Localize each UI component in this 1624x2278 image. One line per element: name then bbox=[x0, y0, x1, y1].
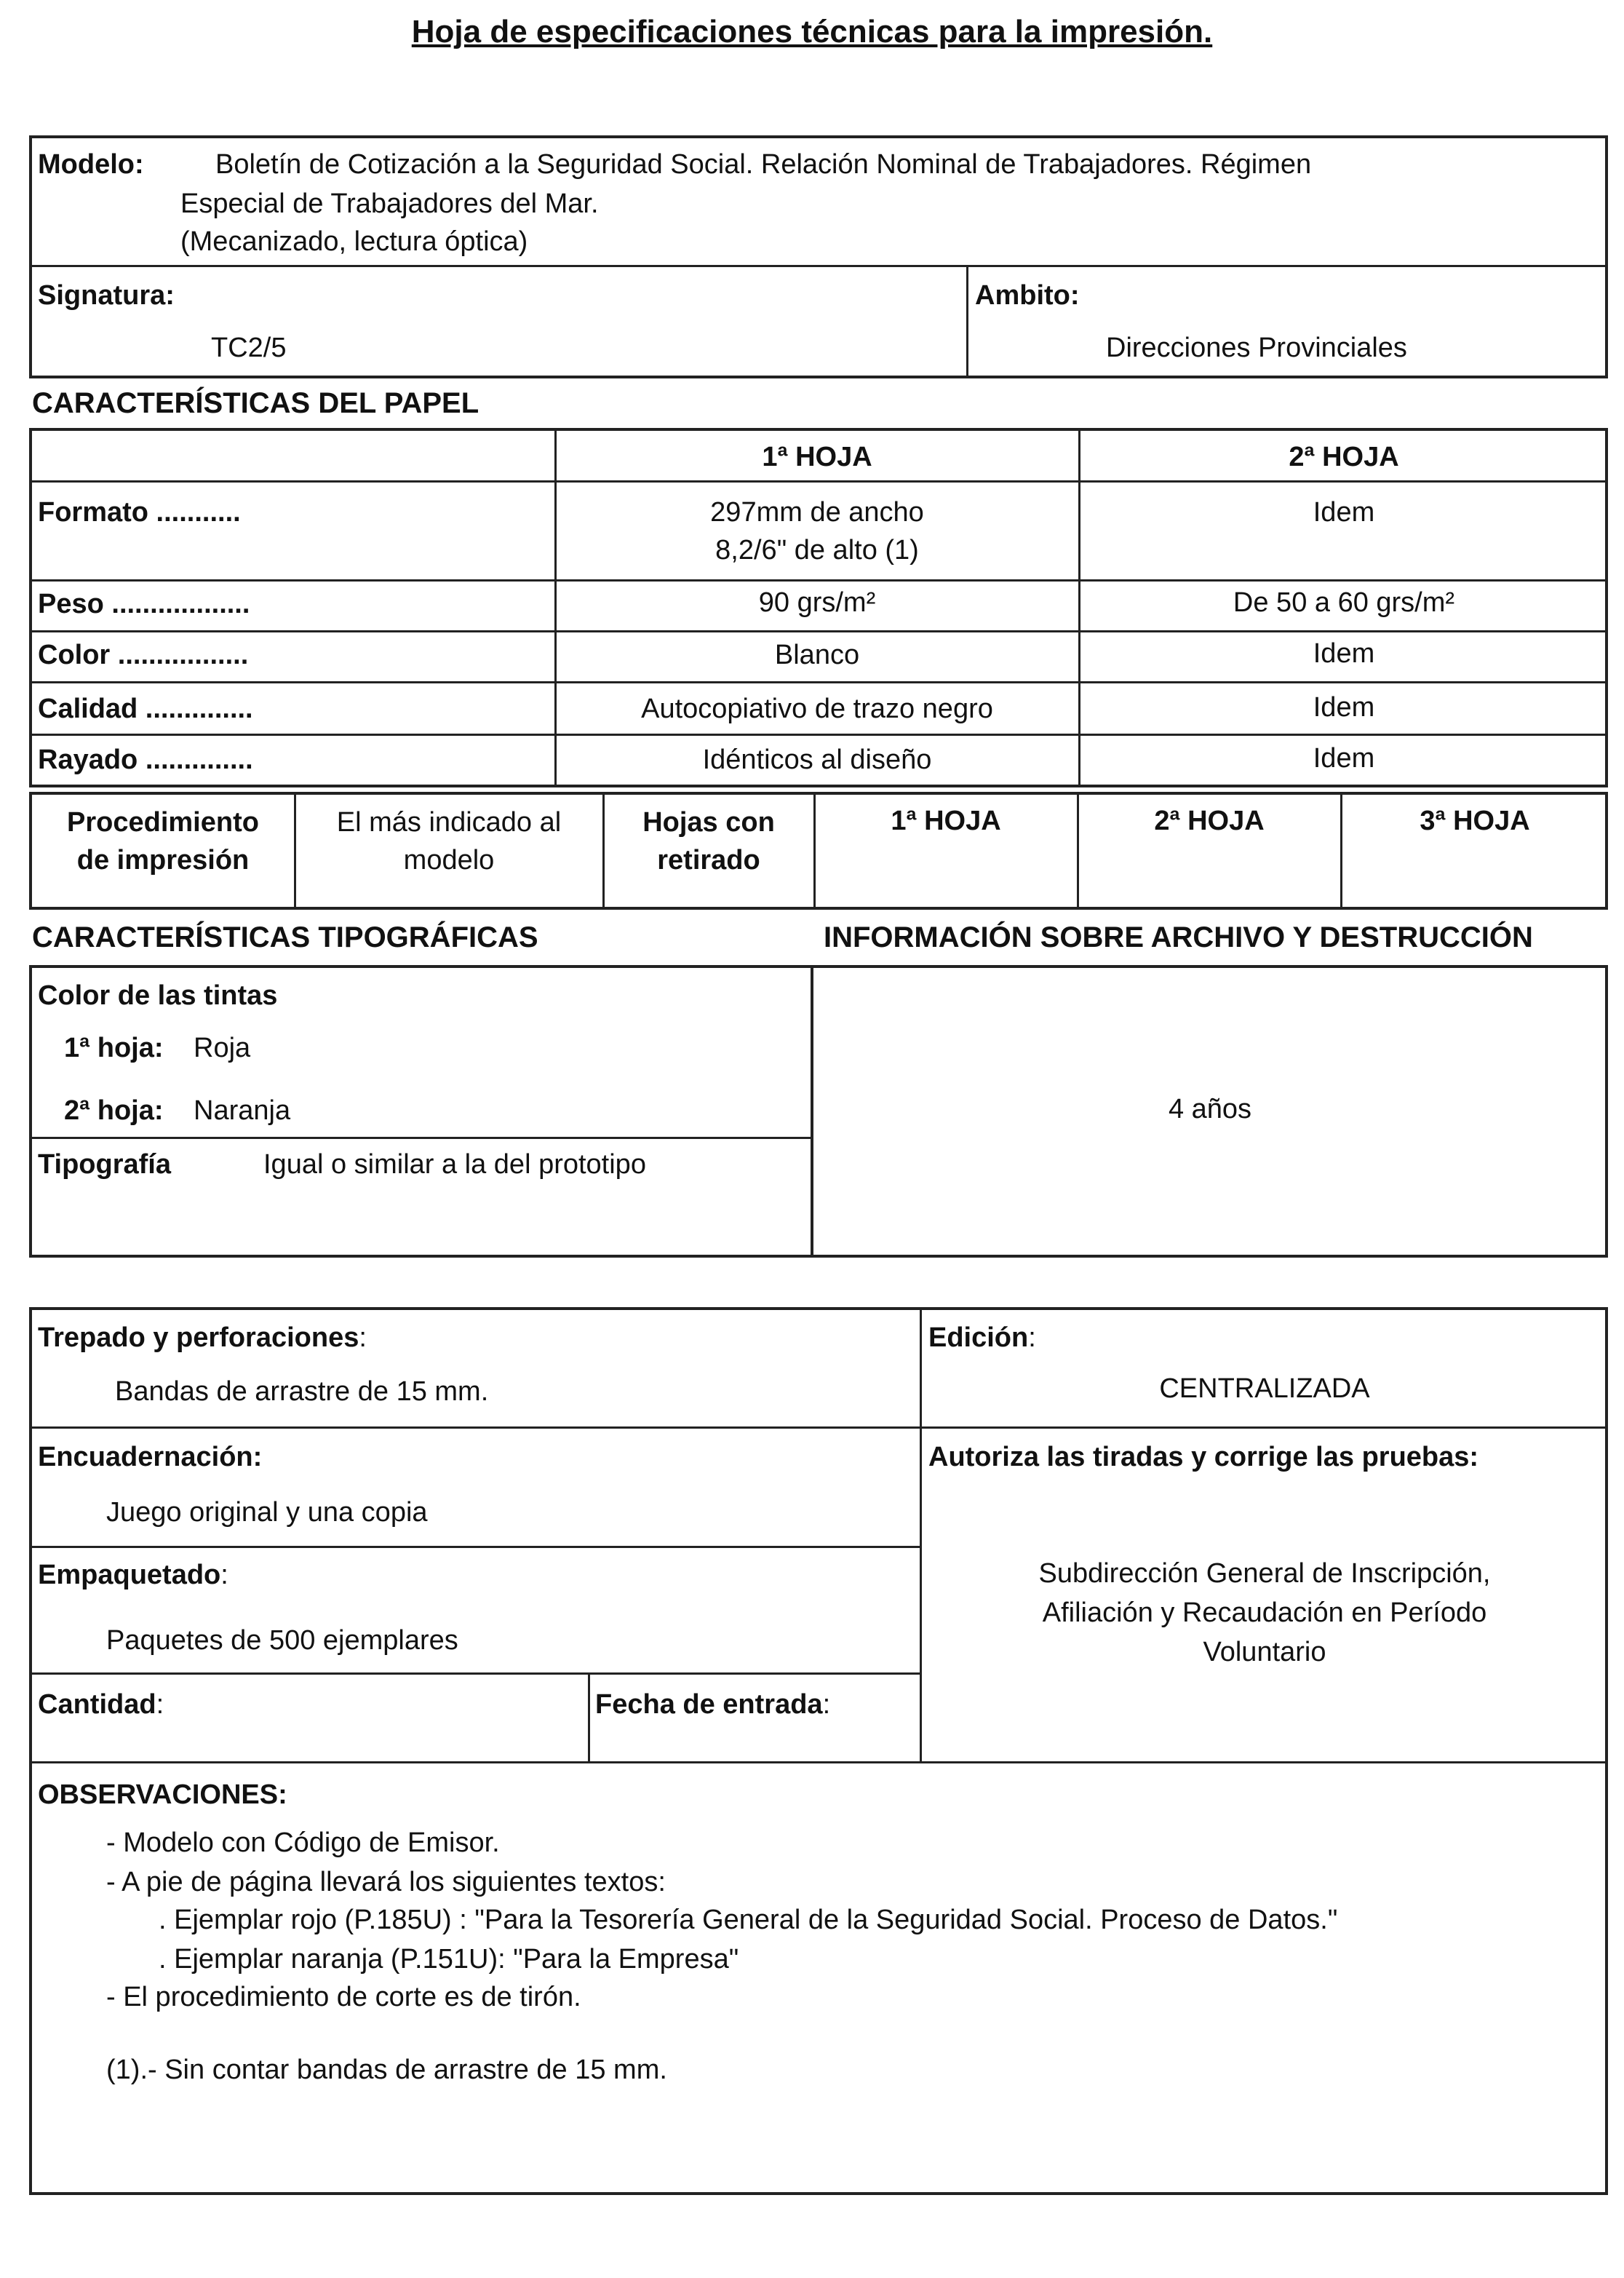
paper-row-value-2: Idem bbox=[1313, 743, 1375, 774]
procedure-value: El más indicado al bbox=[336, 807, 562, 838]
sheet-3-header: 3ª HOJA bbox=[1420, 806, 1530, 836]
typography-label: Tipografía bbox=[38, 1149, 171, 1180]
typo-section-title: CARACTERÍSTICAS TIPOGRÁFICAS bbox=[32, 921, 538, 953]
observation-line: - Modelo con Código de Emisor. bbox=[106, 1827, 500, 1858]
paper-row-value-2: Idem bbox=[1313, 638, 1375, 669]
cantidad-heading bbox=[38, 1688, 164, 1722]
ambito-value: Direcciones Provinciales bbox=[1106, 333, 1407, 363]
modelo-line-3: (Mecanizado, lectura óptica) bbox=[180, 226, 528, 257]
ink-row-label: 2ª hoja: bbox=[64, 1095, 164, 1126]
signatura-label: Signatura: bbox=[38, 280, 175, 311]
encuadernacion-label: Encuadernación: bbox=[38, 1442, 263, 1472]
archive-value: 4 años bbox=[1168, 1094, 1252, 1124]
autoriza-label: Autoriza las tiradas y corrige las pruebas: bbox=[928, 1442, 1479, 1472]
paper-col-2-header: 2ª HOJA bbox=[1289, 442, 1399, 472]
empaquetado-label: Empaquetado bbox=[38, 1560, 221, 1590]
procedure-label-2: de impresión bbox=[76, 845, 250, 876]
ink-row-value: Roja bbox=[194, 1033, 251, 1063]
observation-line: . Ejemplar rojo (P.185U) : "Para la Tesorería General de la Seguridad Social. Proceso de Datos." bbox=[159, 1905, 1338, 1935]
paper-row-value-1b: 8,2/6" de alto (1) bbox=[715, 535, 919, 565]
footnote: (1).- Sin contar bandas de arrastre de 15 mm. bbox=[106, 2055, 667, 2085]
cantidad-colon: : bbox=[156, 1689, 164, 1720]
paper-row-value-1: Idénticos al diseño bbox=[702, 745, 932, 775]
empaquetado-heading bbox=[38, 1559, 228, 1592]
observation-line: . Ejemplar naranja (P.151U): "Para la Empresa" bbox=[159, 1944, 739, 1975]
paper-row-label: Formato ........... bbox=[38, 497, 241, 528]
paper-row-value-2: De 50 a 60 grs/m² bbox=[1233, 587, 1455, 618]
hojas-retirado-label: Hojas con bbox=[642, 807, 775, 838]
paper-row-value-2: Idem bbox=[1313, 497, 1375, 528]
modelo-line-1: Boletín de Cotización a la Seguridad Social. Relación Nominal de Trabajadores. Régimen bbox=[215, 149, 1312, 180]
paper-row-label: Color ................. bbox=[38, 640, 249, 670]
edicion-colon: : bbox=[1028, 1322, 1036, 1353]
autoriza-line-1: Subdirección General de Inscripción, bbox=[1038, 1558, 1491, 1589]
trepado-heading bbox=[38, 1322, 367, 1355]
paper-row-label: Peso .................. bbox=[38, 589, 250, 619]
trepado-label: Trepado y perforaciones bbox=[38, 1322, 359, 1353]
edicion-value: CENTRALIZADA bbox=[1159, 1373, 1370, 1404]
trepado-value: Bandas de arrastre de 15 mm. bbox=[115, 1376, 489, 1407]
ink-color-label: Color de las tintas bbox=[38, 980, 278, 1011]
autoriza-line-2: Afiliación y Recaudación en Período bbox=[1042, 1598, 1487, 1628]
hojas-retirado-label-2: retirado bbox=[657, 845, 760, 876]
archive-section-title: INFORMACIÓN SOBRE ARCHIVO Y DESTRUCCIÓN bbox=[824, 921, 1533, 953]
fecha-colon: : bbox=[822, 1689, 831, 1720]
paper-row-value-1: Blanco bbox=[774, 640, 860, 670]
encuadernacion-value: Juego original y una copia bbox=[106, 1497, 428, 1528]
edicion-heading bbox=[928, 1322, 1036, 1355]
observation-line: - El procedimiento de corte es de tirón. bbox=[106, 1982, 581, 2012]
fecha-heading bbox=[595, 1688, 830, 1722]
observation-line: - A pie de página llevará los siguientes textos: bbox=[106, 1867, 666, 1897]
ink-row-value: Naranja bbox=[194, 1095, 291, 1126]
paper-row-label: Calidad .............. bbox=[38, 694, 253, 724]
ink-row-label: 1ª hoja: bbox=[64, 1033, 164, 1063]
ambito-label: Ambito: bbox=[975, 280, 1080, 311]
modelo-line-2: Especial de Trabajadores del Mar. bbox=[180, 188, 599, 219]
empaquetado-colon: : bbox=[220, 1560, 228, 1590]
observaciones-label: OBSERVACIONES: bbox=[38, 1779, 287, 1810]
paper-col-1-header: 1ª HOJA bbox=[762, 442, 872, 472]
procedure-value-2: modelo bbox=[403, 845, 495, 876]
paper-row-label: Rayado .............. bbox=[38, 745, 253, 775]
paper-row-value-1: Autocopiativo de trazo negro bbox=[641, 694, 993, 724]
fecha-label: Fecha de entrada bbox=[595, 1689, 823, 1720]
paper-row-value-2: Idem bbox=[1313, 692, 1375, 723]
sheet-1-header: 1ª HOJA bbox=[891, 806, 1001, 836]
paper-row-value-1: 297mm de ancho bbox=[710, 497, 924, 528]
paper-section-title: CARACTERÍSTICAS DEL PAPEL bbox=[32, 387, 479, 419]
procedure-label: Procedimiento bbox=[67, 807, 259, 838]
cantidad-label: Cantidad bbox=[38, 1689, 156, 1720]
trepado-colon: : bbox=[359, 1322, 367, 1353]
sheet-2-header: 2ª HOJA bbox=[1154, 806, 1265, 836]
paper-row-value-1: 90 grs/m² bbox=[758, 587, 876, 618]
typography-value: Igual o similar a la del prototipo bbox=[263, 1149, 646, 1180]
page-title: Hoja de especificaciones técnicas para la impresión. bbox=[411, 14, 1213, 49]
empaquetado-value: Paquetes de 500 ejemplares bbox=[106, 1625, 458, 1656]
edicion-label: Edición bbox=[928, 1322, 1029, 1353]
autoriza-line-3: Voluntario bbox=[1203, 1637, 1326, 1667]
signatura-value: TC2/5 bbox=[211, 333, 287, 363]
modelo-label: Modelo: bbox=[38, 149, 144, 180]
